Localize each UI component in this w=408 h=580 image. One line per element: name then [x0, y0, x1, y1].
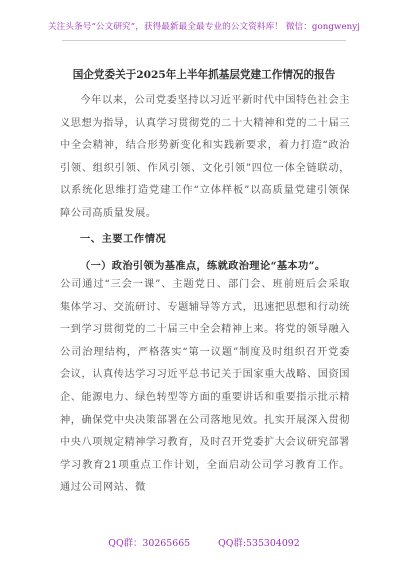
footer-qq-group-1: QQ群：30265665 — [108, 538, 191, 549]
subsection-1-paragraph: 公司通过“三会一课”、主题党日、部门会、班前班后会采取集体学习、交流研讨、专题辅导等方式，迅速把思想和行动统一到学习贯彻党的二十届三中全会精神上来。将党的领导融入公司治理结构，严格落实“第一议题”制度及时组织召开党委会议，认真传达学习习近平总书记关于国家重大战略、国资国企、能源电力、绿色转型等方面的重要讲话和重要指示批示精神，确保党中央决策部署在公司落地见效。扎实开展深入贯彻中央八项规定精神学习教育，及时召开党委扩大会议研究部署学习教育21项重点工作计划，全面启动公司学习教育工作。通过公司网站、微 — [60, 279, 350, 494]
intro-paragraph: 今年以来，公司党委坚持以习近平新时代中国特色社会主义思想为指导，认真学习贯彻党的二十大精神和党的二十届三中全会精神，结合形势新变化和实践新要求，着力打造“政治引领、组织引领、作风引领、文化引领”四位一体全链联动，以系统化思维打造党建工作“立体样板”以高质量党建引领保障公司高质量发展。 — [60, 95, 350, 219]
subsection-heading-1: （一）政治引领为基准点，练就政治理论“基本功”。 — [80, 260, 326, 272]
footer-contacts — [0, 535, 408, 549]
footer-qq-group-2: QQ群:535304092 — [218, 538, 300, 549]
header-divider — [62, 40, 346, 41]
header-banner: 关注头条号“公文研究”，获得最新最全最专业的公文资料库！ 微信：gongwenyj — [47, 22, 361, 32]
document-title: 国企党委关于2025年上半年抓基层党建工作情况的报告 — [72, 69, 336, 81]
section-heading-1: 一、主要工作情况 — [80, 233, 167, 245]
